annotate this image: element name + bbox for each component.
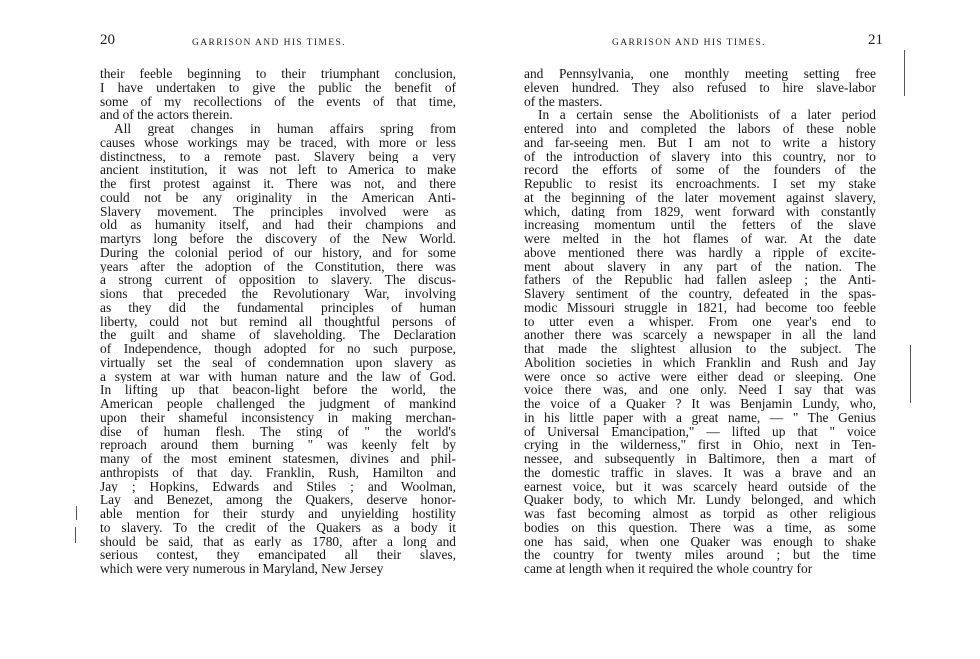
text-line: in his little paper with a great name, — " The Genius — [524, 410, 876, 425]
text-line: able mention for their sturdy and unyielding hostility — [100, 507, 456, 521]
text-line: fathers of the Republic had fallen asleep ; the Anti- — [524, 273, 876, 287]
text-line: serious contest, they emancipated all their slaves, — [100, 548, 456, 562]
text-line: nessee, and subsequently in Baltimore, then a mart of — [524, 452, 876, 466]
text-line: Jay ; Hopkins, Edwards and Stiles ; and Woolman, — [100, 479, 456, 494]
text-line: ment about slavery in any part of the nation. The — [524, 259, 876, 274]
text-line: the voice of a Quaker ? It was Benjamin Lundy, who, — [524, 397, 876, 411]
page-text — [524, 67, 876, 576]
text-line: above mentioned there was hardly a ripple of excite- — [524, 245, 876, 260]
text-line: In a certain sense the Abolitionists of a later period — [538, 108, 876, 122]
text-line: Abolition societies in which Franklin and Rush and Jay — [524, 355, 876, 370]
text-line: their feeble beginning to their triumphant conclusion, — [100, 67, 456, 81]
text-line: In lifting up that beacon-light before the world, the — [100, 383, 456, 397]
text-line: virtually set the seal of condemnation upon slavery as — [100, 355, 456, 370]
text-line: reproach around them burning " was keenly felt by — [100, 438, 456, 452]
text-line: the first protest against it. There was not, and there — [100, 177, 456, 191]
margin-mark — [76, 506, 77, 520]
text-line: at the beginning of the later movement against slavery, — [524, 190, 876, 205]
text-line: eleven hundred. They also refused to hire slave-labor — [524, 80, 876, 95]
text-line: martyrs long before the discovery of the New World. — [100, 232, 456, 246]
text-line: Slavery movement. The principles involved were as — [100, 204, 456, 219]
text-line: which, dating from 1829, went forward with constantly — [524, 204, 876, 219]
text-line: old as humanity itself, and had their champions and — [100, 218, 456, 232]
text-line: of Independence, though adopted for no such purpose, — [100, 342, 456, 356]
text-line: could not be any originality in the American Anti- — [100, 190, 456, 205]
text-line: and far-seeing men. But I am not to write a history — [524, 135, 876, 150]
text-line: Slavery sentiment of the country, defeated in the spas- — [524, 287, 876, 301]
text-line: During the colonial period of our history, and for some — [100, 245, 456, 260]
text-line: Quaker body, to which Mr. Lundy belonged, and which — [524, 493, 876, 507]
text-line: to utter even a whisper. From one year's end to — [524, 314, 876, 329]
text-line: and of the actors therein. — [100, 108, 233, 122]
text-line: modic Missouri struggle in 1821, had become too feeble — [524, 300, 876, 315]
margin-mark — [75, 527, 76, 543]
text-line: Lay and Benezet, among the Quakers, deserve honor- — [100, 493, 456, 507]
text-line: liberty, could not but remind all thoughtful persons of — [100, 314, 456, 329]
text-line: anthropists of that day. Franklin, Rush, Hamilton and — [100, 465, 456, 480]
text-line: that made the slightest allusion to the subject. The — [524, 342, 876, 356]
page-number: 20 — [100, 32, 115, 48]
margin-mark — [910, 345, 911, 403]
text-line: bodies on this question. There was a time, as some — [524, 520, 876, 535]
text-line: of Universal Emancipation," — lifted up that " voice — [524, 424, 876, 439]
text-line: entered into and completed the labors of these noble — [524, 122, 876, 136]
text-line: many of the most eminent statesmen, divines and phil- — [100, 452, 456, 466]
text-line: of the introduction of slavery into this country, nor to — [524, 149, 876, 164]
text-line: increasing momentum until the fetters of the slave — [524, 218, 876, 232]
text-line: voice there was, and one only. Need I say that was — [524, 383, 876, 397]
text-line: Republic to resist its encroachments. I set my stake — [524, 177, 876, 191]
text-line: distinctness, to a remote past. Slavery being a very — [100, 149, 456, 164]
text-line: a strong current of opposition to slavery. The discus- — [100, 273, 456, 287]
text-line: one has said, when one Quaker was enough to shake — [524, 534, 876, 549]
text-line: of the masters. — [524, 94, 603, 109]
text-line: upon their shameful inconsistency in making merchan- — [100, 410, 456, 425]
text-line: came at length when it required the whole country for — [524, 562, 813, 576]
text-line: I have undertaken to give the public the benefit of — [100, 80, 456, 95]
text-line: American people challenged the judgment of mankind — [100, 397, 456, 411]
text-line: and Pennsylvania, one monthly meeting setting free — [524, 67, 876, 81]
text-line: crying in the wilderness," first in Ohio, next in Ten- — [524, 438, 876, 452]
text-line: years after the adoption of the Constitution, there was — [100, 259, 456, 274]
text-line: was fast becoming almost as torpid as other religious — [524, 507, 876, 521]
text-line: All great changes in human affairs spring from — [114, 122, 456, 136]
text-line: as they did the fundamental principles of human — [100, 300, 456, 315]
text-line: earnest voice, but it was scarcely heard outside of the — [524, 479, 876, 494]
text-line: ancient institution, it was not left to America to make — [100, 163, 456, 177]
text-line: to slavery. To the credit of the Quakers as a body it — [100, 520, 456, 535]
text-line: a system at war with human nature and the law of God. — [100, 369, 456, 384]
running-head: GARRISON AND HIS TIMES. — [612, 38, 766, 48]
text-line: some of my recollections of the events of that time, — [100, 94, 456, 109]
text-line: the domestic traffic in slaves. It was a brave and an — [524, 465, 876, 480]
text-line: should be said, that as early as 1780, after a long and — [100, 534, 456, 549]
text-line: dise of human flesh. The sting of " the world's — [100, 424, 456, 439]
text-line: another there was scarcely a newspaper in all the land — [524, 328, 876, 342]
text-line: which were very numerous in Maryland, New Jersey — [100, 562, 384, 576]
text-line: record the efforts of some of the founders of the — [524, 163, 876, 177]
text-line: sions that preceded the Revolutionary War, involving — [100, 287, 456, 301]
right-page — [490, 0, 980, 659]
text-line: the country for twenty miles around ; but the time — [524, 548, 876, 562]
text-line: the guilt and shame of slaveholding. The Declaration — [100, 328, 456, 342]
margin-mark — [904, 50, 905, 96]
text-line: were melted in the hot flames of war. At the date — [524, 232, 876, 246]
page-number: 21 — [868, 32, 883, 48]
page-text — [100, 67, 456, 576]
text-line: causes whose workings may be traced, with more or less — [100, 135, 456, 150]
running-head: GARRISON AND HIS TIMES. — [192, 38, 346, 48]
text-line: were once so active were either dead or sleeping. One — [524, 369, 876, 384]
